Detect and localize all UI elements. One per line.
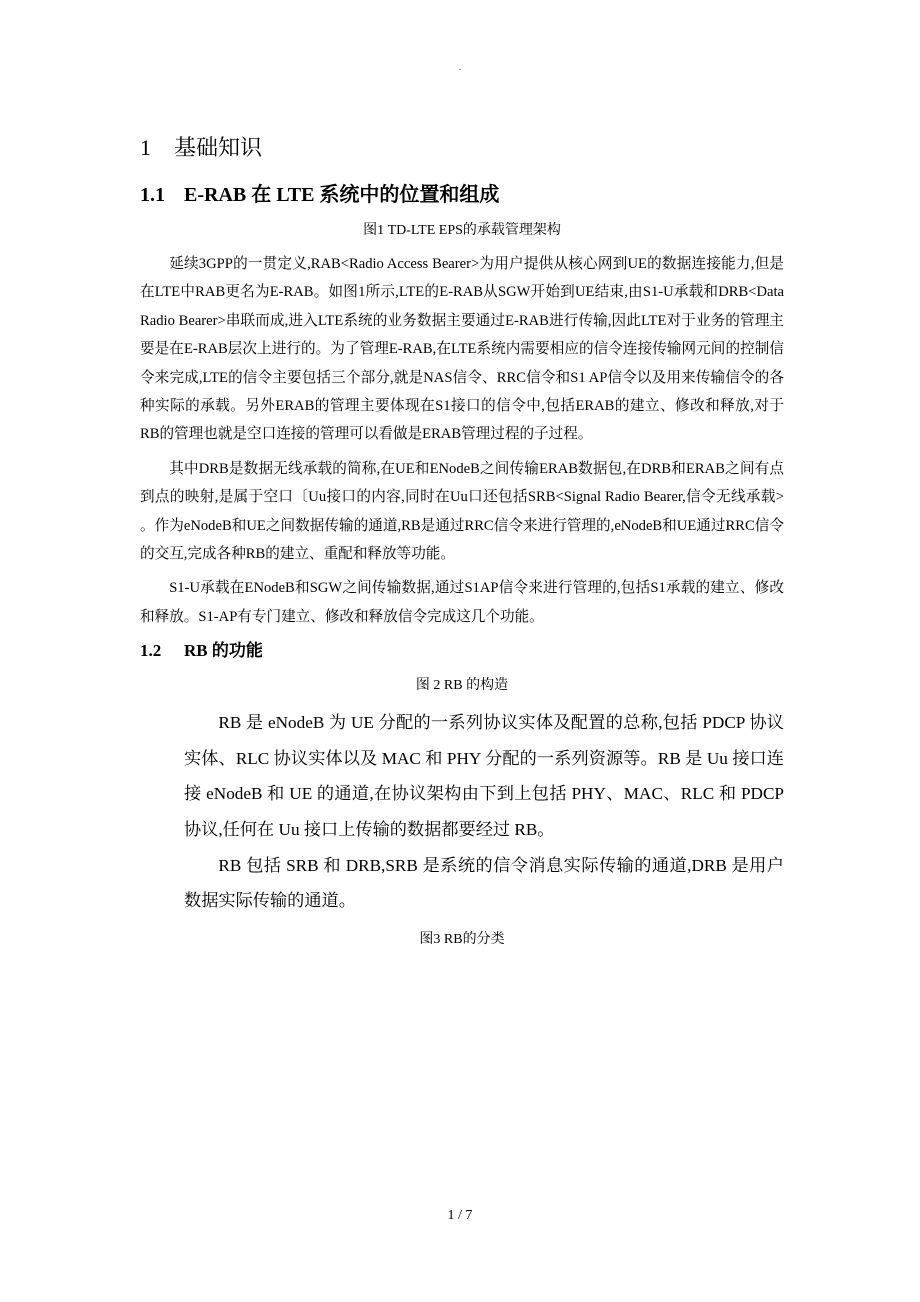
section-1-2-title: RB 的功能: [184, 641, 263, 661]
section-1-2-number: 1.2: [140, 641, 162, 661]
figure-3-caption: 图3 RB的分类: [419, 931, 505, 947]
section-1-1-number: 1.1: [140, 184, 165, 206]
page-number: 1 / 7: [447, 1208, 473, 1223]
section-1-2-heading: [140, 637, 784, 665]
section-1-1-heading: [140, 180, 784, 210]
paragraph-rb-definition: RB 是 eNodeB 为 UE 分配的一系列协议实体及配置的总称,包括 PDCP 协议实体、RLC 协议实体以及 MAC 和 PHY 分配的一系列资源等。RB 是 Uu 接口连接 eNodeB 和 UE 的通道,在协议架构由下到上包括 PHY、MAC、RLC 和 PDCP 协议,任何在 Uu 接口上传输的数据都要经过 RB。: [184, 713, 784, 840]
paragraph-drb-description: 其中DRB是数据无线承载的简称,在UE和ENodeB之间传输ERAB数据包,在DRB和ERAB之间有点到点的映射,是属于空口〔Uu接口的内容,同时在Uu口还包括SRB<Signal Radio Bearer,信令无线承载> 。作为eNodeB和UE之间数据传输的通道,RB是通过RRC信令来进行管理的,eNodeB和UE通过RRC信令的交互,完成各种RB的建立、重配和释放等功能。: [140, 460, 784, 563]
header-mark: .: [458, 62, 462, 73]
section-1-title: 基础知识: [174, 135, 263, 160]
rb-description-block: [184, 705, 784, 919]
paragraph-s1u-bearer: S1-U承载在ENodeB和SGW之间传输数据,通过S1AP信令来进行管理的,包括S1承载的建立、修改和释放。S1-AP有专门建立、修改和释放信令完成这几个功能。: [140, 580, 784, 625]
section-1-heading: [140, 130, 784, 166]
page-content: [140, 130, 784, 959]
paragraph-erab-definition: 延续3GPP的一贯定义,RAB<Radio Access Bearer>为用户提供从核心网到UE的数据连接能力,但是在LTE中RAB更名为E-RAB。如图1所示,LTE的E-RAB从SGW开始到UE结束,由S1-U承载和DRB<Data Radio Bearer>串联而成,进入LTE系统的业务数据主要通过E-RAB进行传输,因此LTE对于业务的管理主要是在E-RAB层次上进行的。为了管理E-RAB,在LTE系统内需要相应的信令连接传输网元间的控制信令来完成,LTE的信令主要包括三个部分,就是NAS信令、RRC信令和S1 AP信令以及用来传输信令的各种实际的承载。另外ERAB的管理主要体现在S1接口的信令中,包括ERAB的建立、修改和释放,对于RB的管理也就是空口连接的管理可以看做是ERAB管理过程的子过程。: [140, 256, 784, 443]
section-1-number: 1: [140, 135, 151, 160]
figure-2-caption: 图 2 RB 的构造: [415, 678, 509, 694]
figure-1-caption: 图1 TD-LTE EPS的承载管理架构: [363, 223, 561, 238]
section-1-1-title: E-RAB 在 LTE 系统中的位置和组成: [184, 184, 500, 206]
paragraph-rb-types: RB 包括 SRB 和 DRB,SRB 是系统的信令消息实际传输的通道,DRB 是用户数据实际传输的通道。: [184, 855, 784, 911]
